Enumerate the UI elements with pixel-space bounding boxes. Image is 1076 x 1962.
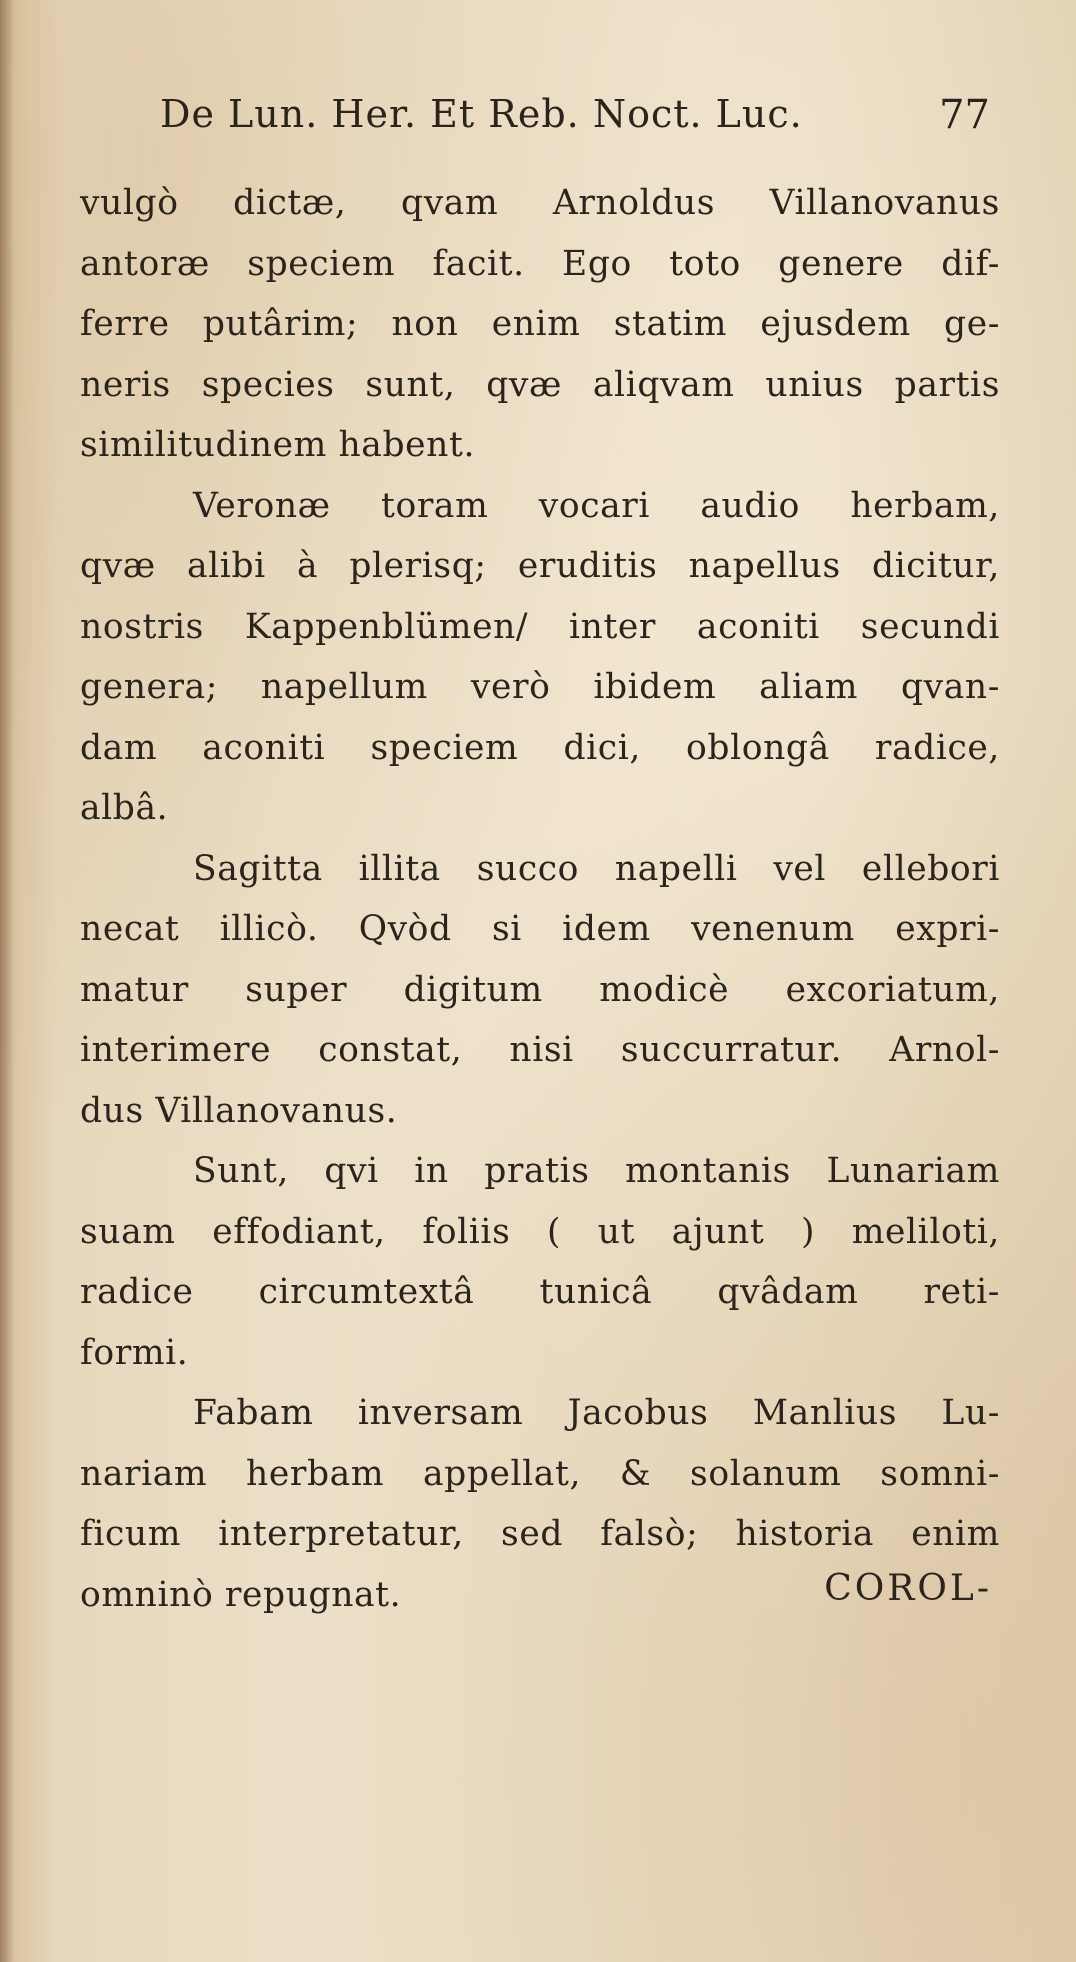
catchword: COROL- — [824, 1568, 992, 1609]
page-number: 77 — [939, 92, 990, 138]
text-line: albâ. — [80, 788, 169, 828]
text-line: similitudinem habent. — [80, 425, 476, 465]
text-line: formi. — [80, 1332, 189, 1373]
text-line: necat illicò. Qvòd si idem venenum expri- — [80, 909, 1000, 949]
text-line: dam aconiti speciem dici, oblongâ radice, — [80, 727, 1000, 768]
text-line: dus Villanovanus. — [80, 1090, 398, 1131]
text-line: ficum interpretatur, sed falsò; historia enim — [80, 1514, 1000, 1554]
text-line: antoræ speciem facit. Ego toto genere dif- — [80, 243, 1000, 284]
text-line: omninò repugnat. — [80, 1574, 402, 1615]
text-line: radice circumtextâ tunicâ qvâdam reti- — [80, 1272, 1000, 1312]
page-gutter-shadow — [0, 0, 14, 1962]
text-line: Sagitta illita succo napelli vel ellebori — [193, 848, 1000, 889]
text-line: Sunt, qvi in pratis montanis Lunariam — [193, 1151, 1000, 1191]
text-line: vulgò dictæ, qvam Arnoldus Villanovanus — [80, 183, 1000, 223]
body-text — [80, 173, 1000, 1625]
running-head — [160, 92, 990, 142]
text-line: neris species sunt, qvæ aliqvam unius partis — [80, 364, 1000, 405]
text-line: suam effodiant, foliis ( ut ajunt ) meliloti, — [80, 1211, 1000, 1252]
running-head-title: De Lun. Her. Et Reb. Noct. Luc. — [160, 92, 803, 136]
text-line: matur super digitum modicè excoriatum, — [80, 969, 1000, 1010]
text-line: ferre putârim; non enim statim ejusdem ge- — [80, 304, 1000, 344]
text-line: nostris Kappenblümen/ inter aconiti secundi — [80, 606, 1000, 647]
text-line: interimere constat, nisi succurratur. Arnol- — [80, 1030, 1000, 1070]
text-line: genera; napellum verò ibidem aliam qvan- — [80, 667, 1000, 707]
text-line: Fabam inversam Jacobus Manlius Lu- — [193, 1393, 1000, 1433]
text-line: nariam herbam appellat, & solanum somni- — [80, 1453, 1000, 1494]
text-line: qvæ alibi à plerisq; eruditis napellus dicitur, — [80, 546, 1000, 586]
text-line: Veronæ toram vocari audio herbam, — [193, 485, 1000, 526]
